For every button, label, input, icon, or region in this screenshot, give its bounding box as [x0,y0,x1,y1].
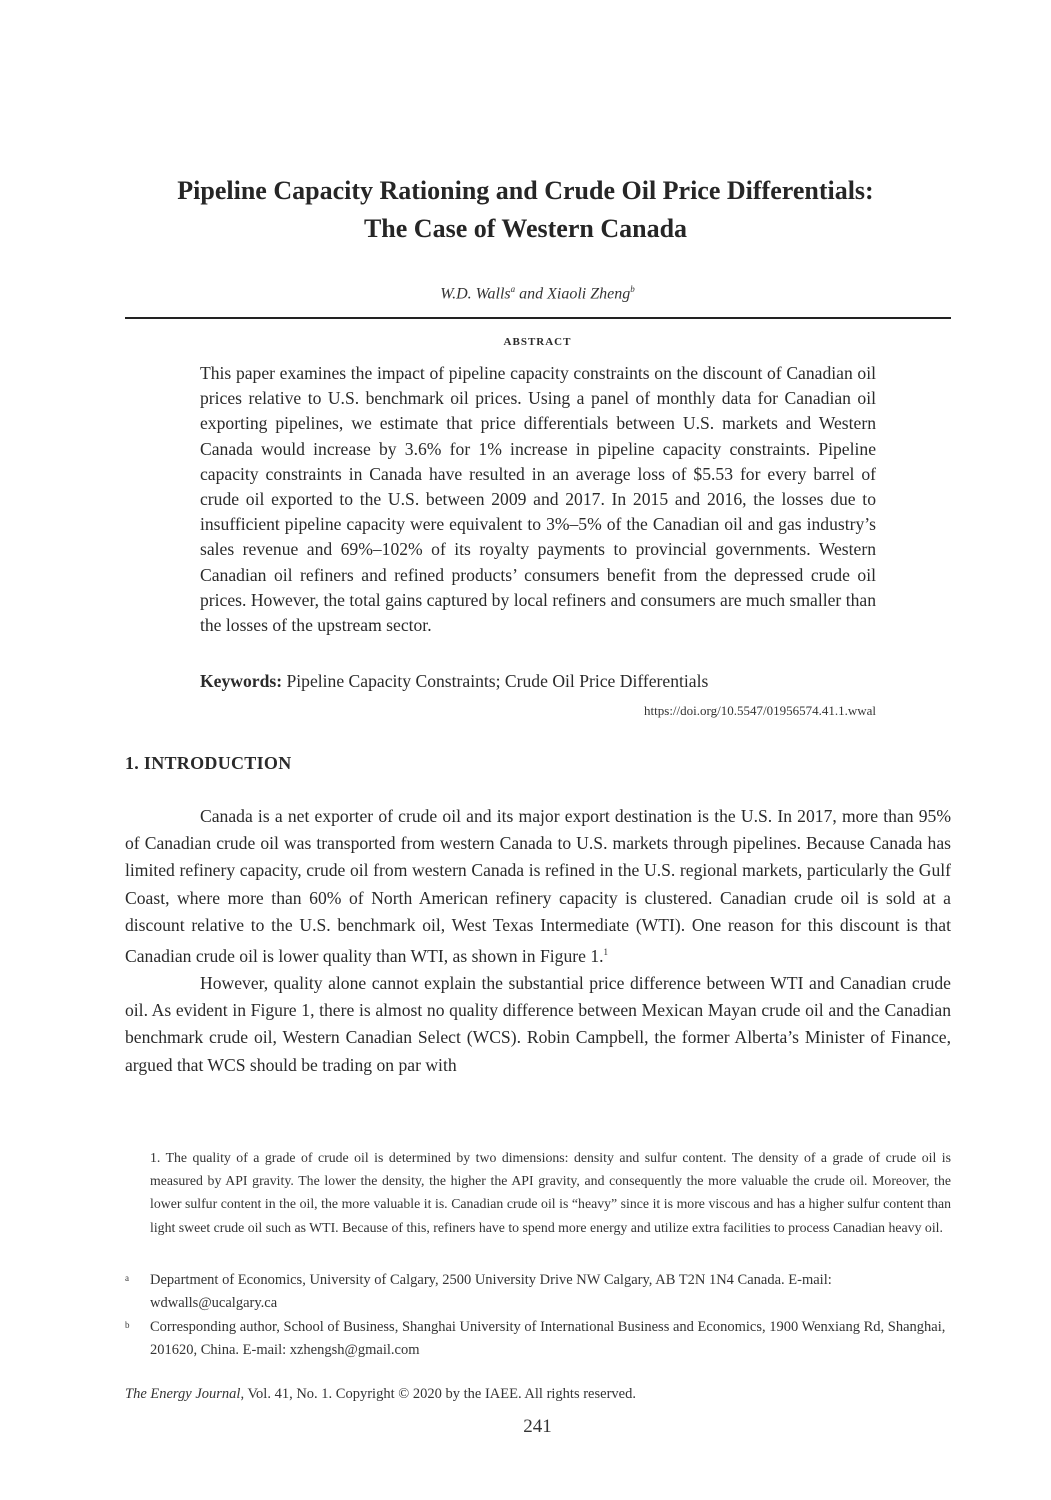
author-connector: and [515,285,548,303]
author-2-mark: b [630,284,635,294]
author-line [0,284,1051,303]
affiliation-b-text: Corresponding author, School of Business, Shanghai University of International Business and Economics, 1900 Wenxiang Rd, Shanghai, 201620, China. E-mail: xzhengsh@gmail.com [150,1319,946,1358]
author-1: W.D. Walls [440,285,511,303]
paper-title [0,172,1051,248]
footnote-ref-1[interactable]: 1 [603,947,609,958]
abstract-heading: ABSTRACT [503,336,572,348]
title-line-2: The Case of Western Canada [363,214,688,243]
affiliation-a-mark: a [125,1273,129,1283]
intro-paragraph-1 [125,803,951,970]
footnote-1 [125,1146,951,1239]
intro-paragraph-2: However, quality alone cannot explain the substantial price difference between WTI and Canadian crude oil. As evident in Figure 1, there is almost no quality difference between Mexican Mayan crude oil and the Canadian benchmark crude oil, Western Canadian Select (WCS). Robin Campbell, the former Alberta’s Minister of Finance, argued that WCS should be trading on par with [125,973,951,1075]
keywords [200,669,880,693]
affiliation-a [125,1269,951,1315]
section-heading-introduction: 1. INTRODUCTION [125,753,292,773]
affiliation-b-mark: b [125,1320,130,1330]
page-number: 241 [523,1416,552,1437]
journal-citation [125,1386,636,1403]
intro-paragraph-1-text: Canada is a net exporter of crude oil and its major export destination is the U.S. In 2017, more than 95% of Canadian crude oil was transported from western Canada to U.S. markets through pipelines. Because Canada has limited refinery capacity, crude oil from western Canada is refined in the U.S. regional markets, particularly the Gulf Coast, where more than 60% of North American refinery capacity is clustered. Canadian crude oil is sold at a discount relative to the U.S. benchmark oil, West Texas Intermediate (WTI). One reason for this discount is that Canadian crude oil is lower quality than WTI, as shown in Figure 1. [125,806,951,966]
keywords-label: Keywords: [200,671,283,691]
abstract-body: This paper examines the impact of pipeline capacity constraints on the discount of Canadian oil prices relative to U.S. benchmark oil prices. Using a panel of monthly data for Canadian oil exporting pipelines, we estimate that price differentials between U.S. markets and Western Canada would increase by 3.6% for 1% increase in pipeline capacity constraints. Pipeline capacity constraints in Canada have resulted in an average loss of $5.53 for every barrel of crude oil exported to the U.S. between 2009 and 2017. In 2015 and 2016, the losses due to insufficient pipeline capacity were equivalent to 3%–5% of the Canadian oil and gas industry’s sales revenue and 69%–102% of its royalty payments to provincial governments. Western Canadian oil refiners and refined products’ consumers benefit from the depressed crude oil prices. However, the total gains captured by local refiners and consumers are much smaller than the losses of the upstream sector. [200,363,876,636]
affiliation-a-text: Department of Economics, University of Calgary, 2500 University Drive NW Calgary, AB T2N 1N4 Canada. E-mail: wdwalls@ucalgary.ca [150,1272,832,1311]
title-line-1: Pipeline Capacity Rationing and Crude Oil Price Differentials: [177,176,874,205]
footnote-1-text: 1. The quality of a grade of crude oil is determined by two dimensions: density and sulfur content. The density of a grade of crude oil is measured by API gravity. The lower the density, the higher the API gravity, and consequently the more valuable the crude oil. Moreover, the lower sulfur content in the oil, the more valuable it is. Canadian crude oil is “heavy” since it is more viscous and has a higher sulfur content than light sweet crude oil such as WTI. Because of this, refiners have to spend more energy and utilize extra facilities to process Canadian heavy oil. [150,1150,951,1235]
affiliation-b [125,1316,951,1362]
author-2: Xiaoli Zheng [547,285,631,303]
doi-link[interactable]: https://doi.org/10.5547/01956574.41.1.wwal [644,703,876,718]
journal-name: The Energy Journal [125,1386,241,1402]
journal-details: , Vol. 41, No. 1. Copyright © 2020 by the IAEE. All rights reserved. [240,1386,636,1402]
author-1-mark: a [510,284,516,294]
keywords-text: Pipeline Capacity Constraints; Crude Oil Price Differentials [282,671,709,691]
introduction-body [125,803,951,1079]
header-rule [125,317,951,319]
